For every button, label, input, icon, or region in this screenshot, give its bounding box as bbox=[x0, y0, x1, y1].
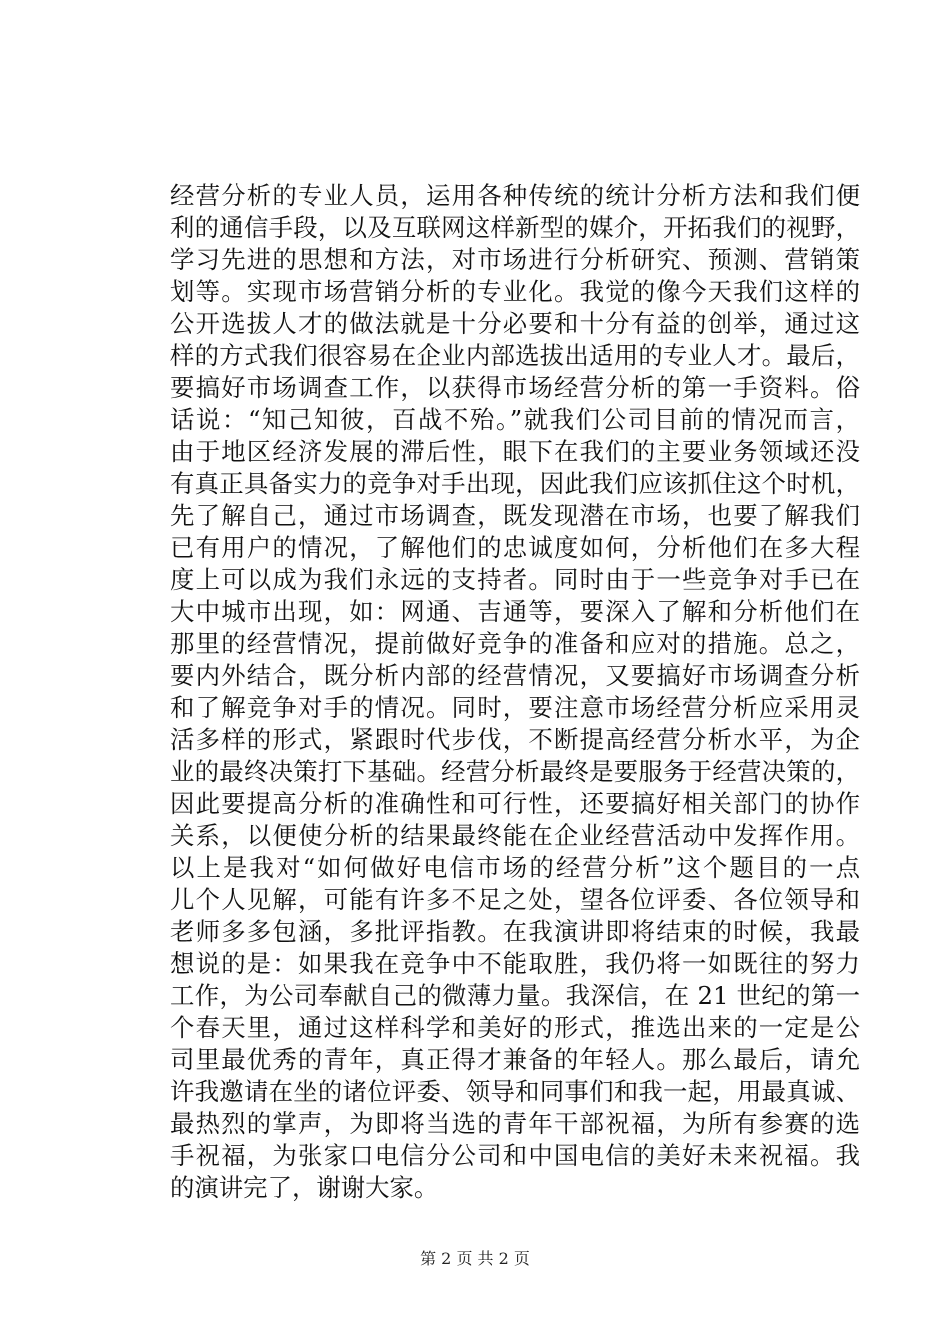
text-line: 司里最优秀的青年，真正得才兼备的年轻人。那么最后，请允 bbox=[170, 1045, 860, 1074]
text-line: 先了解自己，通过市场调查，既发现潜在市场，也要了解我们 bbox=[170, 501, 860, 530]
text-line: 儿个人见解，可能有许多不足之处，望各位评委、各位领导和 bbox=[170, 885, 860, 914]
body-text bbox=[170, 180, 860, 1204]
text-line: 有真正具备实力的竞争对手出现，因此我们应该抓住这个时机， bbox=[170, 469, 860, 498]
text-line: 想说的是：如果我在竞争中不能取胜，我仍将一如既往的努力 bbox=[170, 949, 860, 978]
text-line: 和了解竞争对手的情况。同时，要注意市场经营分析应采用灵 bbox=[170, 693, 860, 722]
page-footer: 第 2 页 共 2 页 bbox=[420, 1249, 530, 1268]
text-line: 大中城市出现，如：网通、吉通等，要深入了解和分析他们在 bbox=[170, 597, 860, 626]
text-line: 个春天里，通过这样科学和美好的形式，推选出来的一定是公 bbox=[170, 1013, 860, 1042]
text-line: 样的方式我们很容易在企业内部选拔出适用的专业人才。最后， bbox=[170, 341, 860, 370]
text-line: 以上是我对“如何做好电信市场的经营分析”这个题目的一点 bbox=[170, 853, 860, 882]
text-line: 利的通信手段，以及互联网这样新型的媒介，开拓我们的视野， bbox=[170, 213, 860, 242]
text-line: 活多样的形式，紧跟时代步伐，不断提高经营分析水平，为企 bbox=[170, 725, 860, 754]
text-line: 划等。实现市场营销分析的专业化。我觉的像今天我们这样的 bbox=[170, 277, 860, 306]
text-line: 许我邀请在坐的诸位评委、领导和同事们和我一起，用最真诚、 bbox=[170, 1077, 860, 1106]
text-line: 工作，为公司奉献自己的微薄力量。我深信，在 21 世纪的第一 bbox=[170, 981, 860, 1010]
text-line: 经营分析的专业人员，运用各种传统的统计分析方法和我们便 bbox=[170, 181, 860, 210]
text-line: 已有用户的情况，了解他们的忠诚度如何，分析他们在多大程 bbox=[170, 533, 860, 562]
text-line: 公开选拔人才的做法就是十分必要和十分有益的创举，通过这 bbox=[170, 309, 860, 338]
text-line: 手祝福，为张家口电信分公司和中国电信的美好未来祝福。我 bbox=[170, 1141, 860, 1170]
text-line: 因此要提高分析的准确性和可行性，还要搞好相关部门的协作 bbox=[170, 789, 860, 818]
text-line: 业的最终决策打下基础。经营分析最终是要服务于经营决策的， bbox=[170, 757, 860, 786]
text-line: 学习先进的思想和方法，对市场进行分析研究、预测、营销策 bbox=[170, 245, 860, 274]
text-line: 由于地区经济发展的滞后性，眼下在我们的主要业务领域还没 bbox=[170, 437, 860, 466]
text-line: 老师多多包涵，多批评指教。在我演讲即将结束的时候，我最 bbox=[170, 917, 860, 946]
text-line: 最热烈的掌声，为即将当选的青年干部祝福，为所有参赛的选 bbox=[170, 1109, 860, 1138]
text-line: 度上可以成为我们永远的支持者。同时由于一些竞争对手已在 bbox=[170, 565, 860, 594]
text-line: 要搞好市场调查工作，以获得市场经营分析的第一手资料。俗 bbox=[170, 373, 860, 402]
text-line: 关系，以便使分析的结果最终能在企业经营活动中发挥作用。 bbox=[170, 821, 860, 850]
text-line: 那里的经营情况，提前做好竞争的准备和应对的措施。总之， bbox=[170, 629, 860, 658]
text-line: 的演讲完了，谢谢大家。 bbox=[170, 1173, 439, 1202]
text-line: 要内外结合，既分析内部的经营情况，又要搞好市场调查分析 bbox=[170, 661, 860, 690]
text-line: 话说：“知己知彼，百战不殆。”就我们公司目前的情况而言， bbox=[170, 405, 860, 434]
